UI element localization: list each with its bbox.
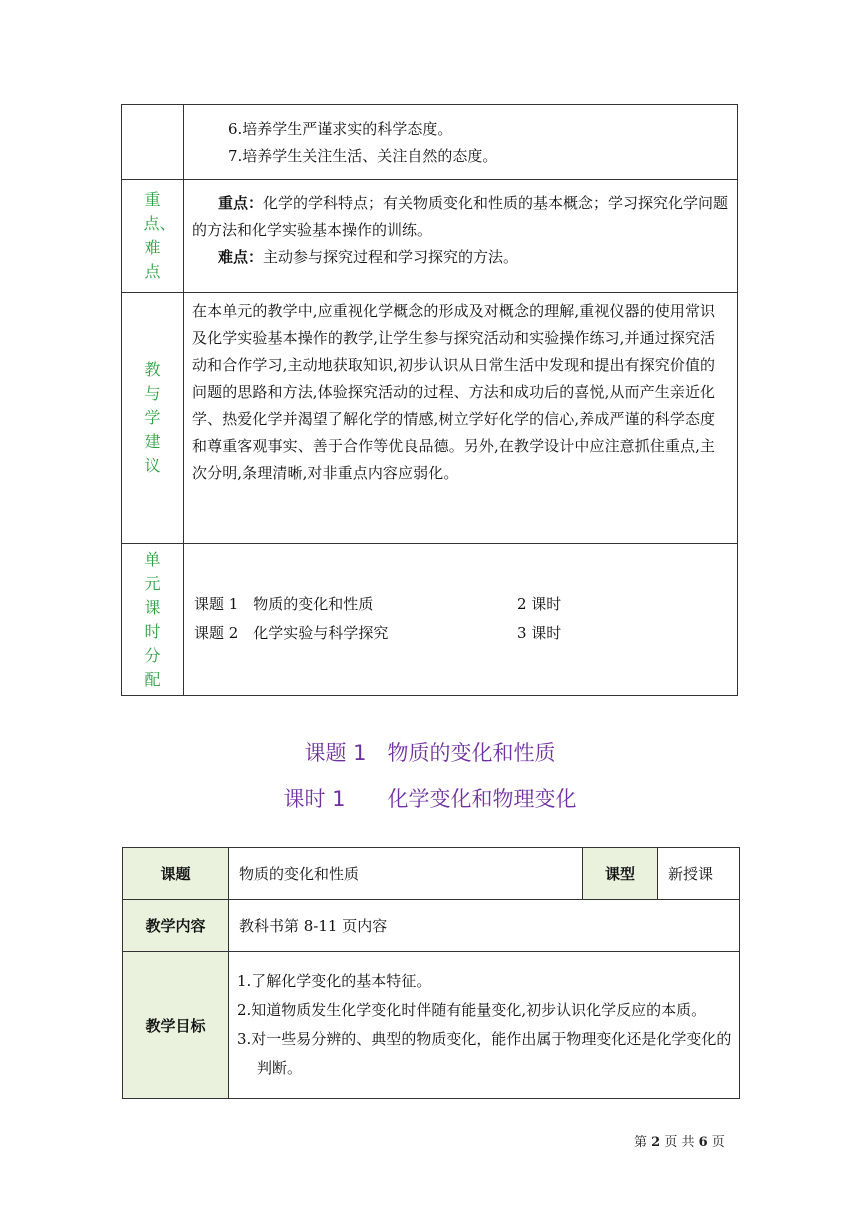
page-footer [634,1131,725,1150]
lesson-topic-heading: 课题 1 物质的变化和性质 [304,741,556,765]
allocation-item [194,590,737,619]
table-row [122,293,738,544]
table-row [123,848,740,900]
table-row [123,900,740,952]
key-point-paragraph [192,190,729,244]
table-row [123,952,740,1099]
key-text: 化学的学科特点；有关物质变化和性质的基本概念；学习探究化学问题的方法和化学实验基本操作的训练。 [192,194,729,239]
unit-plan-table [121,104,738,696]
key-label: 重点： [218,194,264,212]
content-label: 教学内容 [123,900,229,952]
key-points-cell [184,180,738,293]
objectives-cell [184,105,738,180]
topic-label: 课题 [123,848,229,900]
lesson-period-heading: 课时 1 化学变化和物理变化 [283,787,577,811]
table-row [122,105,738,180]
footer-suffix: 页 [707,1135,725,1150]
lesson-allocation-cell [184,544,738,696]
row-label-empty [122,105,184,180]
lesson-hours: 3 课时 [517,624,562,642]
objective-line: 7.培养学生关注生活、关注自然的态度。 [228,147,498,165]
difficulty-text: 主动参与探究过程和学习探究的方法。 [263,248,519,266]
label-text: 单元课时分配 [144,549,161,689]
lesson-info-table [122,847,740,1099]
table-row [122,180,738,293]
lesson-hours: 2 课时 [517,595,562,613]
goal-item: 2.知道物质发生化学变化时伴随有能量变化,初步认识化学反应的本质。 [237,1001,707,1019]
goals-label: 教学目标 [123,952,229,1099]
lesson-name: 课题 2 化学实验与科学探究 [194,624,389,642]
difficulty-paragraph [192,244,729,271]
type-value: 新授课 [658,848,740,900]
topic-value: 物质的变化和性质 [229,848,583,900]
goal-item: 1.了解化学变化的基本特征。 [237,972,432,990]
teaching-advice-text: 在本单元的教学中,应重视化学概念的形成及对概念的理解,重视仪器的使用常识及化学实验基本操作的教学,让学生参与探究活动和实验操作练习,并通过探究活动和合作学习,主动地获取知识,初步认识从日常生活中发现和提出有探究价值的问题的思路和方法,体验探究活动的过程、方法和成功后的喜悦,从而产生亲近化学、热爱化学并渴望了解化学的情感,树立学好化学的信心,养成严谨的科学态度和尊重客观事实、善于合作等优良品德。另外,在教学设计中应注意抓住重点,主次分明,条理清晰,对非重点内容应弱化。 [192,302,716,482]
goals-cell [229,952,740,1099]
label-text: 重点、难点 [143,190,176,281]
content-value: 教科书第 8-11 页内容 [229,900,740,952]
teaching-advice-cell [184,293,738,544]
row-label-key-points [122,180,184,293]
type-label: 课型 [583,848,658,900]
table-row [122,544,738,696]
row-label-teaching-advice [122,293,184,544]
label-text: 教与学建议 [144,360,161,475]
difficulty-label: 难点： [218,248,264,266]
footer-prefix: 第 [634,1135,652,1150]
row-label-lesson-allocation [122,544,184,696]
total-pages: 6 [698,1135,708,1150]
footer-middle: 页 共 [660,1135,699,1150]
goal-item: 3.对一些易分辨的、典型的物质变化，能作出属于物理变化还是化学变化的判断。 [237,1030,732,1077]
current-page: 2 [651,1135,661,1150]
allocation-item [194,619,737,648]
lesson-name: 课题 1 物质的变化和性质 [194,595,374,613]
objective-line: 6.培养学生严谨求实的科学态度。 [228,120,453,138]
